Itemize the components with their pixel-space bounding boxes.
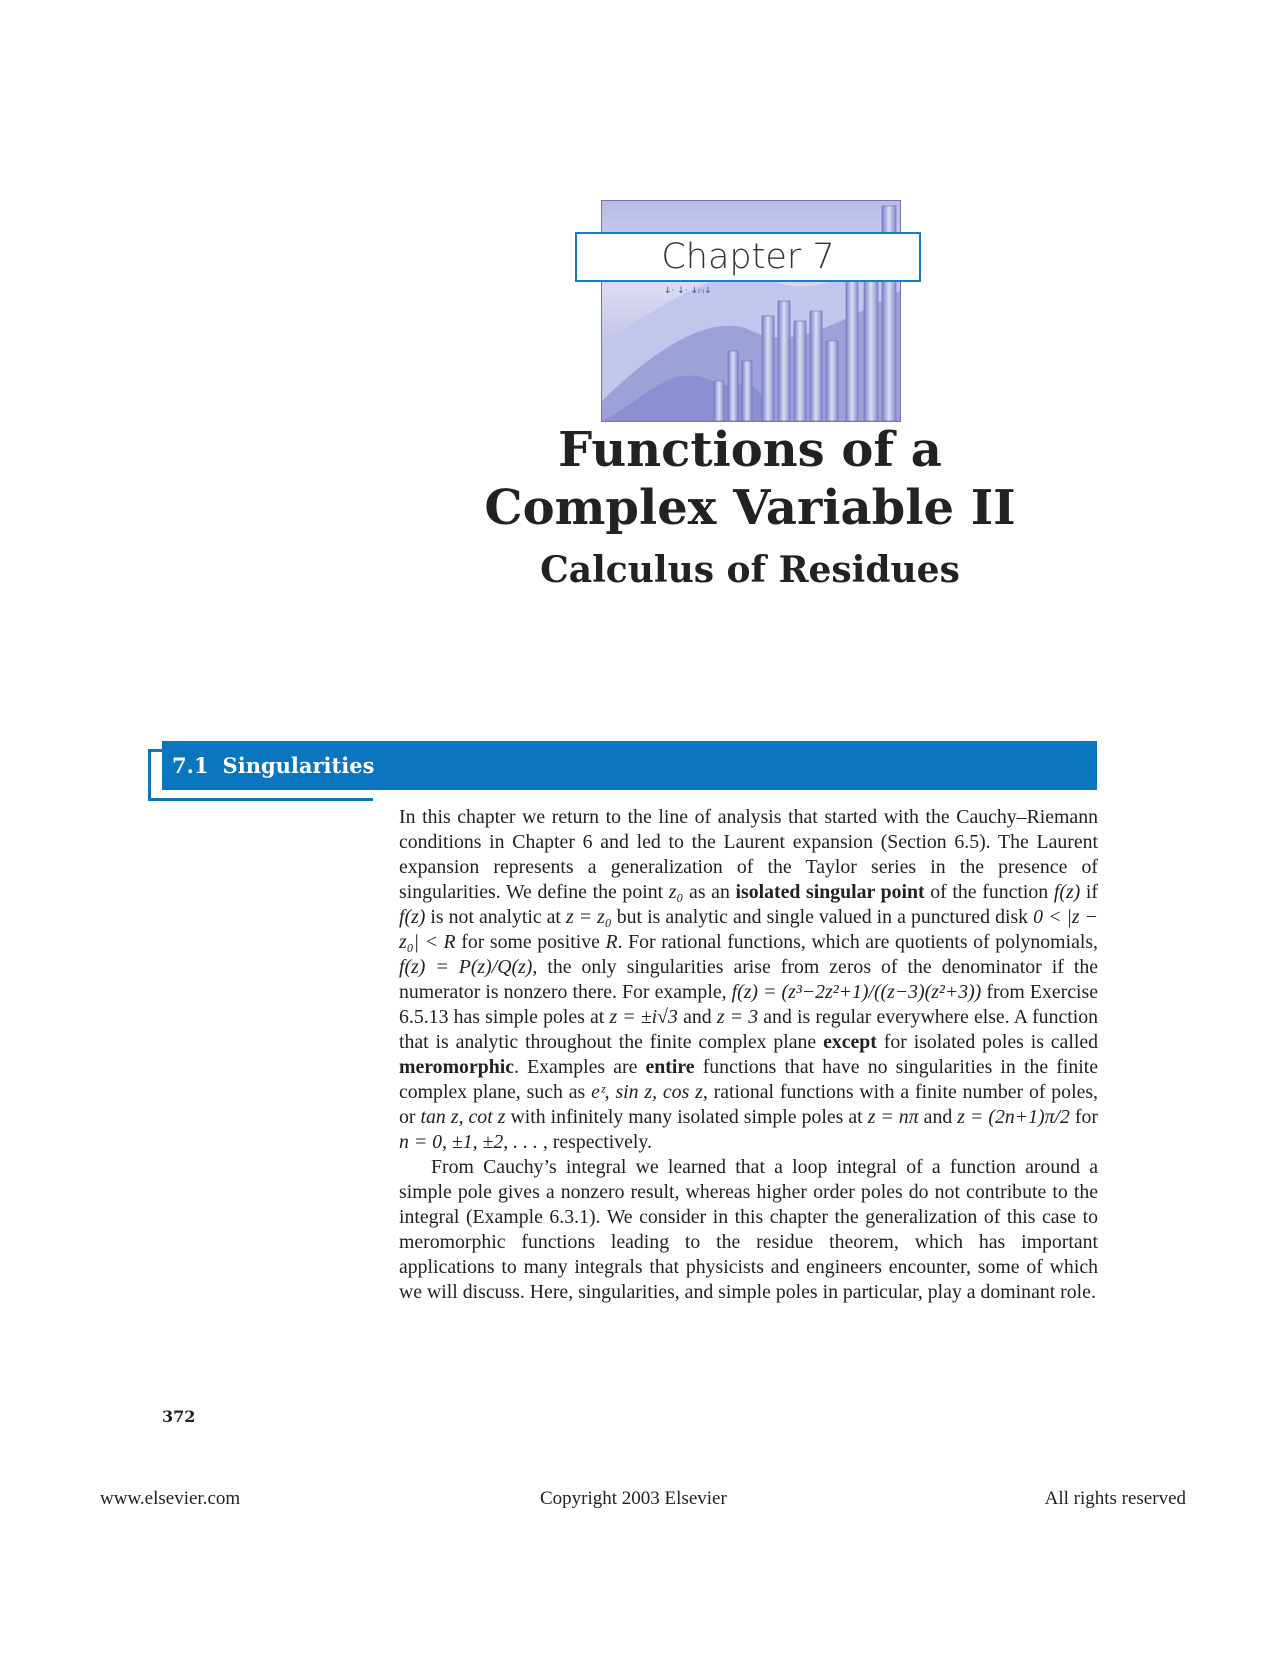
chapter-subtitle: Calculus of Residues bbox=[540, 549, 960, 591]
svg-text:↓· ↓· ↓ᵢ·ᵢ↓: ↓· ↓· ↓ᵢ·ᵢ↓ bbox=[664, 286, 712, 296]
math-inline: f(z) bbox=[399, 906, 426, 928]
body-text bbox=[399, 805, 1098, 1305]
math-inline: z = nπ bbox=[867, 1106, 919, 1128]
text-run: for isolated poles is called bbox=[876, 1031, 1098, 1053]
math-inline: tan z, cot z bbox=[420, 1106, 506, 1128]
chapter-label: Chapter 7 bbox=[575, 232, 921, 282]
math-inline: R bbox=[605, 931, 618, 953]
page-number: 372 bbox=[162, 1407, 196, 1426]
chapter-title-line-1: Functions of a bbox=[558, 422, 942, 478]
text-run: In this chapter we return to the line of analysis that started with the Cauchy–Riemann conditions in Chapter 6 and led to the Laurent expansion (Section 6.5). The Laurent expansion represents a generalization of the Taylor series in the presence of singularities. We define the point bbox=[399, 806, 1098, 903]
section-title: Singularities bbox=[222, 753, 375, 778]
text-run: from Exercise 6.5.13 has simple poles at bbox=[399, 981, 1099, 1028]
math-inline: z = (2n+1)π/2 bbox=[957, 1106, 1070, 1128]
text-run: for bbox=[1069, 1106, 1098, 1128]
math-inline: z = 3 bbox=[716, 1006, 759, 1028]
math-inline: z = ±i√3 bbox=[609, 1006, 678, 1028]
footer-website: www.elsevier.com bbox=[100, 1488, 241, 1509]
math-inline: f(z) = P(z)/Q(z) bbox=[399, 956, 533, 978]
text-run: , rational functions with a finite number of poles, or bbox=[399, 1081, 1098, 1128]
term-isolated-singular-point: isolated singular point bbox=[735, 881, 925, 903]
text-run: and bbox=[677, 1006, 717, 1028]
text-run: functions that have no singularities in the finite complex plane, such as bbox=[399, 1056, 1098, 1103]
term-entire: entire bbox=[645, 1056, 695, 1078]
text-run: . For rational functions, which are quotients of polynomials, bbox=[617, 931, 1098, 953]
text-run: is not analytic at bbox=[425, 906, 566, 928]
text-run: and bbox=[918, 1106, 958, 1128]
section-heading bbox=[172, 741, 374, 790]
math-inline: eᶻ, sin z, cos z bbox=[591, 1081, 703, 1103]
math-inline: z = z₀ bbox=[565, 906, 612, 928]
section-number: 7.1 bbox=[172, 753, 209, 778]
text-run: for some positive bbox=[455, 931, 606, 953]
text-run: of the function bbox=[924, 881, 1054, 903]
paragraph-2: From Cauchy’s integral we learned that a loop integral of a function around a simple pole gives a nonzero result, whereas higher order poles do not contribute to the integral (Example 6.3.1). We consider in this chapter the generalization of this case to meromorphic functions leading to the residue theorem, which has important applications to many integrals that physicists and engineers encounter, some of which we will discuss. Here, singularities, and simple poles in particular, play a dominant role. bbox=[399, 1156, 1098, 1303]
footer-rights: All rights reserved bbox=[1044, 1488, 1186, 1509]
text-run: , the only singularities arise from zeros of the denominator if the numerator is nonzero there. For example, bbox=[399, 956, 1098, 1003]
text-run: with infinitely many isolated simple poles at bbox=[505, 1106, 868, 1128]
section-bracket-top bbox=[148, 749, 162, 752]
text-run: if bbox=[1080, 881, 1098, 903]
text-run: as an bbox=[683, 881, 736, 903]
text-run: and is regular everywhere else. A function that is analytic throughout the finite complex plane bbox=[399, 1006, 1099, 1053]
math-inline: 0 < |z − z₀| < R bbox=[399, 906, 1098, 953]
math-inline: f(z) bbox=[1053, 881, 1081, 903]
text-run: respectively. bbox=[547, 1131, 652, 1153]
math-inline: n = 0, ±1, ±2, . . . , bbox=[399, 1131, 548, 1153]
chapter-title-line-2: Complex Variable II bbox=[484, 480, 1016, 536]
math-inline: z₀ bbox=[668, 881, 684, 903]
footer-copyright: Copyright 2003 Elsevier bbox=[540, 1488, 727, 1509]
term-except: except bbox=[823, 1031, 877, 1053]
term-meromorphic: meromorphic bbox=[399, 1056, 514, 1078]
text-run: . Examples are bbox=[514, 1056, 646, 1078]
math-inline-fraction: f(z) = (z³−2z²+1)/((z−3)(z²+3)) bbox=[731, 981, 982, 1003]
paragraph-1 bbox=[399, 805, 1098, 1155]
text-run: but is analytic and single valued in a punctured disk bbox=[611, 906, 1034, 928]
